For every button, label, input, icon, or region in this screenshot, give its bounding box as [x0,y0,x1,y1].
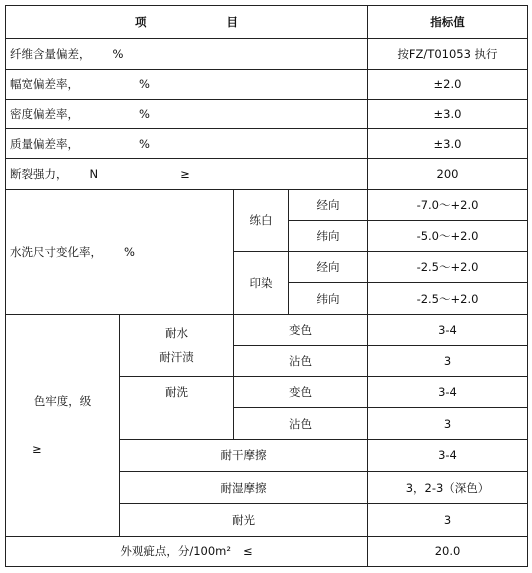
fastness-dry-rub: 耐干摩擦 [120,439,368,471]
shrink-print-warp-value: -2.5～+2.0 [368,252,528,283]
mass-value: ±3.0 [368,129,528,159]
spots-sign: ≤ [243,544,253,559]
mass-unit: % [139,136,150,151]
header-item-right: 目 [226,15,238,30]
fastness-wet-rub-value: 3，2-3（深色） [368,472,528,504]
strength-label: 断裂强力， [10,166,68,181]
shrink-print-warp: 经向 [289,252,368,283]
fastness-water-sweat-cell [120,314,234,377]
mass-label-cell [6,129,368,159]
spec-table [5,5,528,567]
row-fiber [6,39,528,69]
row-fastness-water-change [6,314,528,345]
shrink-bleach-warp: 经向 [289,189,368,220]
fiber-label-cell [6,39,368,69]
strength-value: 200 [368,159,528,189]
header-item-cell [6,6,368,39]
shrink-unit: % [124,244,135,259]
fastness-label-cell [6,314,120,536]
shrink-print-label: 印染 [234,252,289,315]
fastness-water-stain: 沾色 [234,345,368,376]
header-item-left: 项 [135,15,147,30]
fastness-sign: ≥ [32,442,42,457]
fiber-unit: % [112,46,124,61]
fiber-label: 纤维含量偏差， [10,46,91,61]
fastness-wash-stain-value: 3 [368,408,528,439]
fastness-water-stain-value: 3 [368,345,528,376]
shrink-bleach-label: 练白 [234,189,289,252]
shrink-print-weft: 纬向 [289,283,368,314]
shrink-label: 水洗尺寸变化率， [10,244,102,259]
spots-value: 20.0 [368,536,528,566]
width-unit: % [139,77,150,92]
shrink-bleach-warp-value: -7.0～+2.0 [368,189,528,220]
fastness-wash-stain: 沾色 [234,408,368,439]
fastness-wash-change: 变色 [234,377,368,408]
row-spots [6,536,528,566]
shrink-bleach-weft: 纬向 [289,220,368,251]
fastness-light-value: 3 [368,504,528,536]
fastness-sweat-label: 耐汗渍 [159,350,194,365]
density-unit: % [139,106,150,121]
spots-label: 外观疵点，分/100m² [120,544,231,559]
density-value: ±3.0 [368,99,528,128]
fiber-value: 按FZ/T01053 执行 [368,39,528,69]
fastness-light: 耐光 [120,504,368,536]
header-row [6,6,528,39]
shrink-label-cell [6,189,234,314]
fastness-label: 色牢度，级 [33,394,92,409]
fastness-wet-rub: 耐湿摩擦 [120,472,368,504]
fastness-water-label: 耐水 [165,326,188,341]
fastness-dry-rub-value: 3-4 [368,439,528,471]
strength-unit: N [89,166,99,181]
width-label: 幅宽偏差率， [10,77,79,92]
shrink-print-weft-value: -2.5～+2.0 [368,283,528,314]
row-strength [6,159,528,189]
row-density [6,99,528,128]
fastness-water-change: 变色 [234,314,368,345]
mass-label: 质量偏差率， [10,136,79,151]
fastness-water-change-value: 3-4 [368,314,528,345]
row-mass [6,129,528,159]
strength-label-cell [6,159,368,189]
density-label: 密度偏差率， [10,106,79,121]
row-width [6,69,528,99]
shrink-bleach-weft-value: -5.0～+2.0 [368,220,528,251]
density-label-cell [6,99,368,128]
spots-label-cell [6,536,368,566]
fastness-wash-change-value: 3-4 [368,377,528,408]
row-shrink-bleach-warp [6,189,528,220]
strength-sign: ≥ [180,166,190,181]
header-value: 指标值 [368,6,528,39]
width-label-cell [6,69,368,99]
width-value: ±2.0 [368,69,528,99]
fastness-wash-label: 耐洗 [120,377,234,440]
